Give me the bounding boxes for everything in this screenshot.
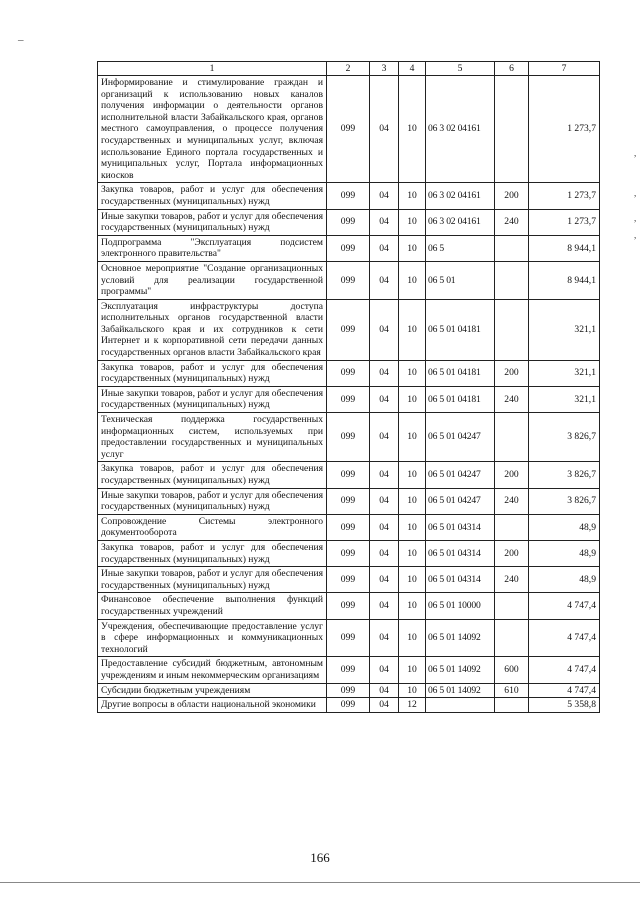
target-article-cell: 06 5 01 14092 <box>426 657 495 683</box>
target-article-cell: 06 5 01 04314 <box>426 540 495 566</box>
target-article-cell: 06 5 01 04314 <box>426 567 495 593</box>
ministry-code-cell: 099 <box>327 360 370 386</box>
section-cell: 04 <box>370 567 399 593</box>
section-cell: 04 <box>370 683 399 698</box>
table-row <box>98 76 600 183</box>
section-cell: 04 <box>370 657 399 683</box>
table-row <box>98 488 600 514</box>
ministry-code-cell: 099 <box>327 698 370 713</box>
subsection-cell: 10 <box>399 413 426 462</box>
ministry-code-cell: 099 <box>327 683 370 698</box>
item-name-cell: Эксплуатация инфраструктуры доступа исполнительных органов государственной власти Забайкальского края и их сотрудников к сети Интернет и к корпоративной сети передачи данных государственных органов власти Забайкальского края <box>98 299 327 360</box>
ministry-code-cell: 099 <box>327 386 370 412</box>
section-cell: 04 <box>370 698 399 713</box>
ministry-code-cell: 099 <box>327 593 370 619</box>
table-row <box>98 299 600 360</box>
subsection-cell: 10 <box>399 567 426 593</box>
item-name-cell: Сопровождение Системы электронного документооборота <box>98 514 327 540</box>
expense-type-cell <box>495 413 529 462</box>
expense-type-cell: 240 <box>495 209 529 235</box>
target-article-cell: 06 3 02 04161 <box>426 183 495 209</box>
amount-cell: 1 273,7 <box>529 209 600 235</box>
target-article-cell: 06 5 01 04181 <box>426 299 495 360</box>
amount-cell: 321,1 <box>529 386 600 412</box>
item-name-cell: Субсидии бюджетным учреждениям <box>98 683 327 698</box>
target-article-cell: 06 3 02 04161 <box>426 76 495 183</box>
table-row <box>98 261 600 299</box>
margin-mark-right: , <box>634 188 637 198</box>
subsection-cell: 10 <box>399 209 426 235</box>
section-cell: 04 <box>370 76 399 183</box>
table-header-row <box>98 62 600 76</box>
ministry-code-cell: 099 <box>327 209 370 235</box>
table-row <box>98 360 600 386</box>
expense-type-cell: 610 <box>495 683 529 698</box>
table-row <box>98 540 600 566</box>
section-cell: 04 <box>370 360 399 386</box>
item-name-cell: Учреждения, обеспечивающие предоставление услуг в сфере информационных и коммуникационных технологий <box>98 619 327 657</box>
ministry-code-cell: 099 <box>327 540 370 566</box>
table-row <box>98 235 600 261</box>
expense-type-cell <box>495 235 529 261</box>
amount-cell: 4 747,4 <box>529 593 600 619</box>
table-row <box>98 462 600 488</box>
subsection-cell: 10 <box>399 683 426 698</box>
ministry-code-cell: 099 <box>327 514 370 540</box>
expense-type-cell: 200 <box>495 183 529 209</box>
target-article-cell: 06 5 01 10000 <box>426 593 495 619</box>
column-header: 5 <box>426 62 495 76</box>
section-cell: 04 <box>370 183 399 209</box>
column-header: 7 <box>529 62 600 76</box>
item-name-cell: Финансовое обеспечение выполнения функций государственных учреждений <box>98 593 327 619</box>
amount-cell: 48,9 <box>529 540 600 566</box>
expense-type-cell <box>495 261 529 299</box>
item-name-cell: Информирование и стимулирование граждан и организаций к использованию новых каналов получения информации о деятельности органов исполнительной власти Забайкальского края, органов местного самоуправления, о процессе получения государственных и муниципальных услуг, включая использование Единого портала государственных и муниципальных услуг, Портала информационных киосков <box>98 76 327 183</box>
ministry-code-cell: 099 <box>327 488 370 514</box>
expense-type-cell: 200 <box>495 360 529 386</box>
column-header: 1 <box>98 62 327 76</box>
expense-type-cell <box>495 619 529 657</box>
expense-type-cell <box>495 514 529 540</box>
subsection-cell: 10 <box>399 386 426 412</box>
amount-cell: 3 826,7 <box>529 488 600 514</box>
subsection-cell: 10 <box>399 619 426 657</box>
amount-cell: 3 826,7 <box>529 462 600 488</box>
margin-mark-right: , <box>634 148 637 158</box>
table-row <box>98 413 600 462</box>
expense-type-cell <box>495 593 529 619</box>
target-article-cell <box>426 698 495 713</box>
ministry-code-cell: 099 <box>327 657 370 683</box>
ministry-code-cell: 099 <box>327 299 370 360</box>
item-name-cell: Иные закупки товаров, работ и услуг для обеспечения государственных (муниципальных) нужд <box>98 209 327 235</box>
column-header: 2 <box>327 62 370 76</box>
amount-cell: 3 826,7 <box>529 413 600 462</box>
item-name-cell: Закупка товаров, работ и услуг для обеспечения государственных (муниципальных) нужд <box>98 360 327 386</box>
target-article-cell: 06 5 01 04181 <box>426 386 495 412</box>
target-article-cell: 06 5 <box>426 235 495 261</box>
expense-type-cell: 600 <box>495 657 529 683</box>
ministry-code-cell: 099 <box>327 235 370 261</box>
section-cell: 04 <box>370 299 399 360</box>
item-name-cell: Иные закупки товаров, работ и услуг для обеспечения государственных (муниципальных) нужд <box>98 567 327 593</box>
target-article-cell: 06 5 01 <box>426 261 495 299</box>
subsection-cell: 10 <box>399 488 426 514</box>
subsection-cell: 10 <box>399 462 426 488</box>
table-row <box>98 183 600 209</box>
amount-cell: 5 358,8 <box>529 698 600 713</box>
footer-divider <box>0 882 640 883</box>
subsection-cell: 10 <box>399 261 426 299</box>
target-article-cell: 06 5 01 14092 <box>426 619 495 657</box>
amount-cell: 8 944,1 <box>529 261 600 299</box>
ministry-code-cell: 099 <box>327 76 370 183</box>
item-name-cell: Закупка товаров, работ и услуг для обеспечения государственных (муниципальных) нужд <box>98 540 327 566</box>
amount-cell: 1 273,7 <box>529 183 600 209</box>
item-name-cell: Иные закупки товаров, работ и услуг для обеспечения государственных (муниципальных) нужд <box>98 488 327 514</box>
amount-cell: 48,9 <box>529 514 600 540</box>
expense-type-cell: 200 <box>495 462 529 488</box>
amount-cell: 48,9 <box>529 567 600 593</box>
margin-mark-left: – <box>18 34 24 46</box>
margin-mark-right: , <box>634 213 637 223</box>
amount-cell: 321,1 <box>529 360 600 386</box>
table-row <box>98 209 600 235</box>
table-row <box>98 619 600 657</box>
ministry-code-cell: 099 <box>327 462 370 488</box>
section-cell: 04 <box>370 261 399 299</box>
amount-cell: 4 747,4 <box>529 683 600 698</box>
item-name-cell: Подпрограмма "Эксплуатация подсистем электронного правительства" <box>98 235 327 261</box>
column-header: 4 <box>399 62 426 76</box>
target-article-cell: 06 5 01 04314 <box>426 514 495 540</box>
section-cell: 04 <box>370 619 399 657</box>
table-row <box>98 593 600 619</box>
table-row <box>98 698 600 713</box>
section-cell: 04 <box>370 514 399 540</box>
ministry-code-cell: 099 <box>327 567 370 593</box>
amount-cell: 8 944,1 <box>529 235 600 261</box>
page-number: 166 <box>310 850 330 865</box>
expense-type-cell <box>495 698 529 713</box>
expense-type-cell <box>495 76 529 183</box>
expense-type-cell <box>495 299 529 360</box>
target-article-cell: 06 5 01 14092 <box>426 683 495 698</box>
section-cell: 04 <box>370 386 399 412</box>
ministry-code-cell: 099 <box>327 413 370 462</box>
target-article-cell: 06 5 01 04247 <box>426 413 495 462</box>
section-cell: 04 <box>370 488 399 514</box>
subsection-cell: 10 <box>399 76 426 183</box>
section-cell: 04 <box>370 540 399 566</box>
expense-type-cell: 240 <box>495 567 529 593</box>
amount-cell: 4 747,4 <box>529 619 600 657</box>
item-name-cell: Предоставление субсидий бюджетным, автономным учреждениям и иным некоммерческим организациям <box>98 657 327 683</box>
expense-type-cell: 240 <box>495 488 529 514</box>
table-body <box>98 76 600 713</box>
section-cell: 04 <box>370 235 399 261</box>
item-name-cell: Закупка товаров, работ и услуг для обеспечения государственных (муниципальных) нужд <box>98 462 327 488</box>
ministry-code-cell: 099 <box>327 261 370 299</box>
item-name-cell: Техническая поддержка государственных информационных систем, используемых при предоставлении государственных и муниципальных услуг <box>98 413 327 462</box>
target-article-cell: 06 5 01 04247 <box>426 462 495 488</box>
item-name-cell: Закупка товаров, работ и услуг для обеспечения государственных (муниципальных) нужд <box>98 183 327 209</box>
amount-cell: 321,1 <box>529 299 600 360</box>
table-row <box>98 514 600 540</box>
subsection-cell: 10 <box>399 514 426 540</box>
table-row <box>98 683 600 698</box>
subsection-cell: 10 <box>399 360 426 386</box>
column-header: 6 <box>495 62 529 76</box>
ministry-code-cell: 099 <box>327 619 370 657</box>
item-name-cell: Другие вопросы в области национальной экономики <box>98 698 327 713</box>
item-name-cell: Основное мероприятие "Создание организационных условий для реализации государственной программы" <box>98 261 327 299</box>
item-name-cell: Иные закупки товаров, работ и услуг для обеспечения государственных (муниципальных) нужд <box>98 386 327 412</box>
subsection-cell: 10 <box>399 593 426 619</box>
table-row <box>98 567 600 593</box>
budget-table <box>97 61 600 713</box>
expense-type-cell: 240 <box>495 386 529 412</box>
target-article-cell: 06 3 02 04161 <box>426 209 495 235</box>
table-row <box>98 657 600 683</box>
section-cell: 04 <box>370 462 399 488</box>
section-cell: 04 <box>370 593 399 619</box>
subsection-cell: 10 <box>399 657 426 683</box>
subsection-cell: 10 <box>399 235 426 261</box>
margin-mark-right: , <box>634 230 637 240</box>
expense-type-cell: 200 <box>495 540 529 566</box>
subsection-cell: 10 <box>399 183 426 209</box>
target-article-cell: 06 5 01 04247 <box>426 488 495 514</box>
ministry-code-cell: 099 <box>327 183 370 209</box>
section-cell: 04 <box>370 209 399 235</box>
column-header: 3 <box>370 62 399 76</box>
subsection-cell: 10 <box>399 299 426 360</box>
amount-cell: 4 747,4 <box>529 657 600 683</box>
subsection-cell: 12 <box>399 698 426 713</box>
table-row <box>98 386 600 412</box>
target-article-cell: 06 5 01 04181 <box>426 360 495 386</box>
section-cell: 04 <box>370 413 399 462</box>
amount-cell: 1 273,7 <box>529 76 600 183</box>
subsection-cell: 10 <box>399 540 426 566</box>
